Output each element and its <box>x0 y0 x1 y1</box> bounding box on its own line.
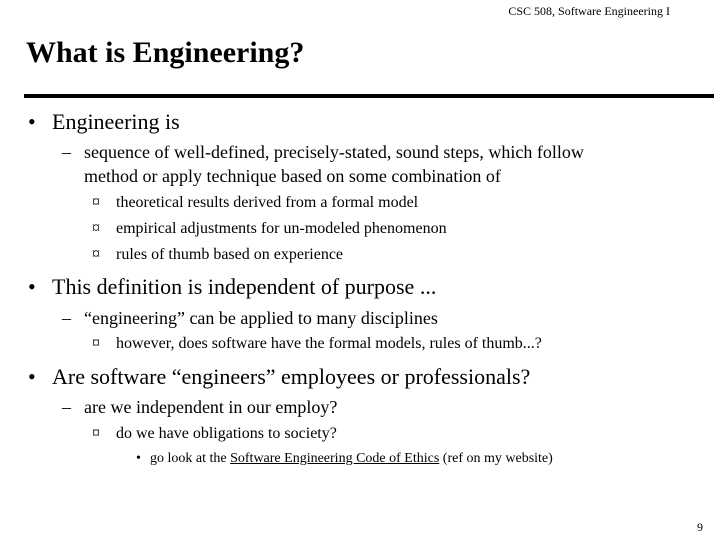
dash-marker: – <box>62 308 71 328</box>
dash-marker: – <box>62 142 71 162</box>
page-number: 9 <box>697 520 703 534</box>
title-divider <box>24 94 714 98</box>
independent-employ-line: are we independent in our employ? <box>84 397 338 417</box>
item-formal-models-question: however, does software have the formal models, rules of thumb...? <box>116 335 542 352</box>
item-empirical-adjustments: empirical adjustments for un-modeled phenomenon <box>116 220 447 237</box>
code-of-ethics-link[interactable]: Software Engineering Code of Ethics <box>230 451 440 466</box>
bullet-engineering-is: Engineering is <box>52 109 180 134</box>
item-obligations-to-society: do we have obligations to society? <box>116 425 337 442</box>
sub-marker: ¤ <box>92 425 100 442</box>
code-of-ethics-prefix: go look at the <box>150 451 231 466</box>
small-bullet-marker: • <box>136 451 141 466</box>
bullet-definition-independent: This definition is independent of purpose ... <box>52 274 437 299</box>
bullet-marker: • <box>28 274 36 299</box>
code-of-ethics-suffix: (ref on my website) <box>439 451 553 466</box>
item-rules-of-thumb: rules of thumb based on experience <box>116 246 344 263</box>
sub-marker: ¤ <box>92 194 100 211</box>
sub-marker: ¤ <box>92 335 100 352</box>
sub-marker: ¤ <box>92 246 100 263</box>
definition-line-1: sequence of well-defined, precisely-stated, sound steps, which follow <box>84 142 584 162</box>
sub-marker: ¤ <box>92 220 100 237</box>
course-header: CSC 508, Software Engineering I <box>508 4 670 18</box>
definition-line-2: method or apply technique based on some combination of <box>84 166 501 186</box>
item-theoretical-results: theoretical results derived from a formal model <box>116 194 419 211</box>
bullet-marker: • <box>28 364 36 389</box>
engineering-disciplines-line: “engineering” can be applied to many disciplines <box>84 308 438 328</box>
dash-marker: – <box>62 397 71 417</box>
bullet-employees-or-professionals: Are software “engineers” employees or professionals? <box>52 364 531 389</box>
code-of-ethics-line <box>150 451 553 467</box>
slide-title: What is Engineering? <box>26 36 305 69</box>
bullet-marker: • <box>28 109 36 134</box>
